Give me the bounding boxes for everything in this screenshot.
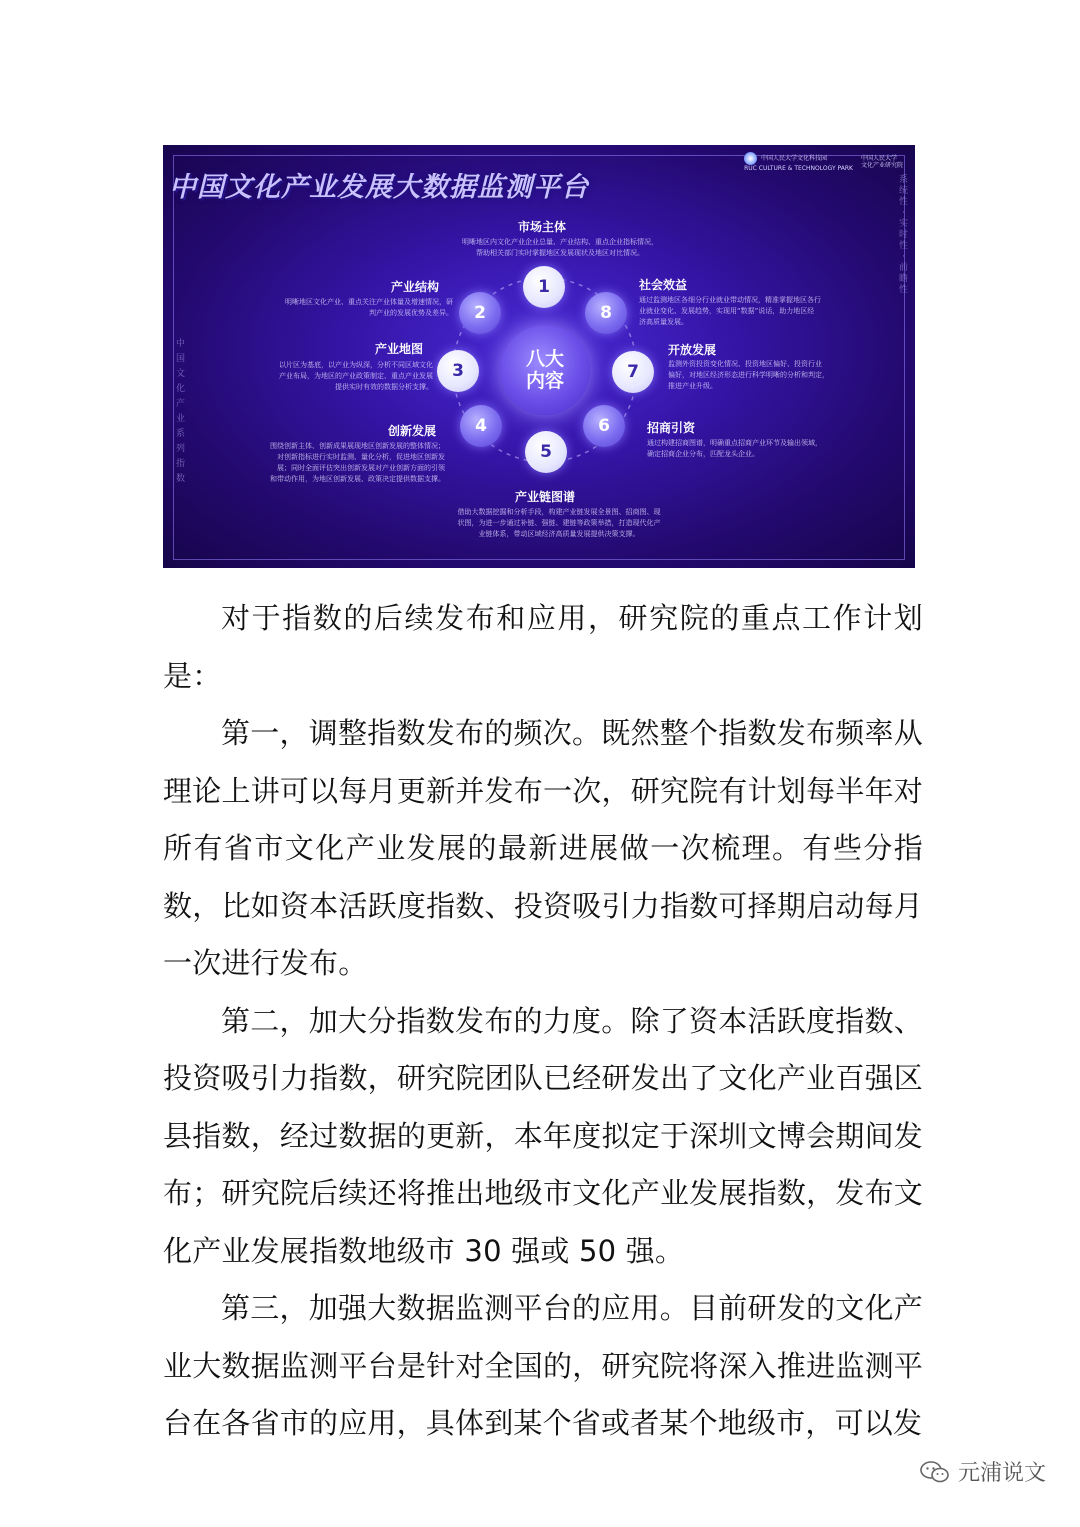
slide-title: 中国文化产业发展大数据监测平台 xyxy=(169,172,589,203)
logo-institute: 中国人民大学 文化产业研究院 xyxy=(860,155,903,169)
node-2: 2 xyxy=(459,292,501,334)
node-4: 4 xyxy=(460,405,502,447)
node-8-desc: 通过监测地区各细分行业就业带动情况，精准掌握地区各行 业就业变化、发展趋势，实现用“数据”说话，助力地区经 济高质量发展。 xyxy=(639,296,821,326)
paragraph-third: 第三，加强大数据监测平台的应用。目前研发的文化产业大数据监测平台是针对全国的，研究院将深入推进监测平台在各省市的应用，具体到某个省或者某个地级市，可以发 xyxy=(163,1291,923,1440)
node-5-desc: 借助大数据挖掘和分析手段，构建产业链发展全景图、招商图、现 状图，为进一步通过补链、强链、建链等政策举措，打造现代化产 业链体系，带动区域经济高质量发展提供决策支撑。 xyxy=(457,508,661,538)
node-2-desc: 明晰地区文化产业、重点关注产业体量及增速情况，研 判产业的发展优势及差异。 xyxy=(285,298,453,317)
node-7-desc: 监测外资投资变化情况、投资地区偏好、投资行业 偏好，对地区经济形态进行科学明晰的分析和判定， 推进产业升级。 xyxy=(668,360,829,390)
node-1-desc: 明晰地区内文化产业企业总量、产业结构、重点企业指标情况， 帮助相关部门实时掌握地区发展现状及地区对比情况。 xyxy=(462,238,658,257)
node-3: 3 xyxy=(437,350,479,392)
paragraph-intro: 对于指数的后续发布和应用，研究院的重点工作计划是： xyxy=(163,601,923,693)
node-5: 5 xyxy=(525,431,567,473)
paragraph-second: 第二，加大分指数发布的力度。除了资本活跃度指数、投资吸引力指数，研究院团队已经研发出了文化产业百强区县指数，经过数据的更新，本年度拟定于深圳文博会期间发布；研究院后续还将推出地级市文化产业发展指数，发布文化产业发展指数地级市 30 强或 50 强。 xyxy=(163,1003,923,1268)
node-4-desc: 围绕创新主体、创新成果展现地区创新发展的整体情况； 对创新指标进行实时监测、量化分析，促进地区创新发 展；同时全面评估突出创新发展对产业创新方面的引领 和带动作用，为地区创新发展、政策决定提供数据支撑。 xyxy=(270,442,445,483)
wechat-icon xyxy=(920,1460,950,1484)
node-5-caption: 产业链图谱 xyxy=(515,490,576,504)
node-1: 1 xyxy=(523,266,565,308)
side-text-left: 中国文化产业系列指数 xyxy=(175,339,185,484)
node-8-caption: 社会效益 xyxy=(639,278,688,292)
node-7-caption: 开放发展 xyxy=(668,343,717,357)
node-3-caption: 产业地图 xyxy=(375,342,424,356)
node-7: 7 xyxy=(612,351,654,393)
node-2-caption: 产业结构 xyxy=(391,280,440,294)
side-text-right: 系统性 · 实时性 · 前瞻性 xyxy=(898,175,908,295)
node-6-caption: 招商引资 xyxy=(647,421,696,435)
paragraph-first: 第一，调整指数发布的频次。既然整个指数发布频率从理论上讲可以每月更新并发布一次，研究院有计划每半年对所有省市文化产业发展的最新进展做一次梳理。有些分指数，比如资本活跃度指数、投资吸引力指数可择期启动每月一次进行发布。 xyxy=(163,716,923,980)
node-1-caption: 市场主体 xyxy=(518,220,567,234)
node-6-desc: 通过构建招商图谱，明确重点招商产业环节及输出领域， 确定招商企业分布，匹配龙头企业。 xyxy=(647,439,822,458)
node-4-caption: 创新发展 xyxy=(388,424,437,438)
node-6: 6 xyxy=(583,405,625,447)
node-3-desc: 以片区为基底，以产业为纵深，分析不同区域文化 产业布局，为地区的产业政策制定、重点产业发展 提供实时有效的数据分析支撑。 xyxy=(279,361,433,391)
logo-culture-park: 中国人民大学文化科技园 RUC CULTURE & TECHNOLOGY PARK xyxy=(744,152,853,172)
node-8: 8 xyxy=(585,292,627,334)
platform-slide-image xyxy=(163,145,915,568)
wechat-watermark xyxy=(920,1456,1046,1487)
article-body xyxy=(163,590,923,1453)
watermark-text: 元浦说文 xyxy=(957,1461,1046,1486)
center-circle: 八大 内容 xyxy=(500,325,590,415)
